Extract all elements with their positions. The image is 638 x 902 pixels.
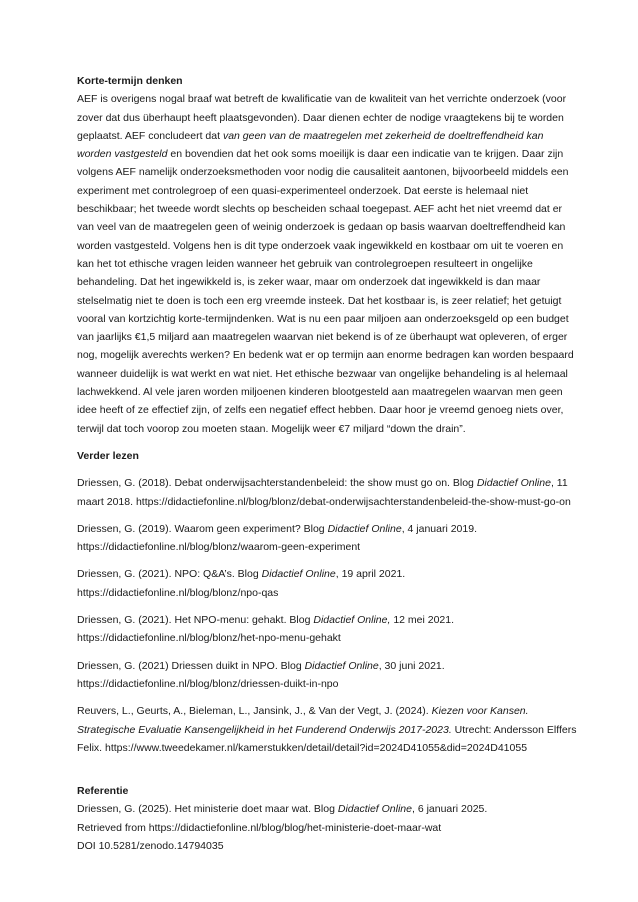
text-run: , 11 maart 2018. https://didactiefonline.nl/blog/blonz/debat-onderwijsachterstandenbeleid-the-show-must-go-on [77,477,571,508]
reference-item [77,611,577,648]
text-run: Reuvers, L., Geurts, A., Bieleman, L., Jansink, J., & Van der Vegt, J. (2024). [77,705,432,718]
text-run: Driessen, G. (2021) Driessen duikt in NPO. Blog [77,659,305,672]
text-run: , 6 januari 2025. [411,803,488,816]
citation-line [77,800,577,818]
section-heading-verder-lezen: Verder lezen [77,449,139,462]
text-run: Driessen, G. (2021). Het NPO-menu: gehakt. Blog [77,614,314,627]
italic-text: Didactief Online [261,568,336,581]
reference-item [77,474,577,511]
reference-item [77,702,577,757]
italic-text: Kiezen voor Kansen. Strategische Evaluatie Kansengelijkheid in het Funderend Onderwijs 2017-2023. [77,705,529,736]
text-run: Driessen, G. (2021). NPO: Q&A’s. Blog [77,568,262,581]
text-run: DOI 10.5281/zenodo.14794035 [77,839,224,852]
reference-list [77,474,577,757]
text-run: , 30 juni 2021. https://didactiefonline.nl/blog/blonz/driessen-duikt-in-npo [77,659,445,690]
citation-line [77,819,577,837]
text-run: , 4 januari 2019. https://didactiefonline.nl/blog/blonz/waarom-geen-experiment [77,522,477,554]
reference-item [77,565,577,602]
reference-item [77,657,577,694]
italic-text: van geen van de maatregelen met zekerheid de doeltreffendheid kan worden vastgesteld [77,129,544,161]
italic-text: Didactief Online [476,477,551,490]
body-paragraph [77,90,577,438]
text-run: Utrecht: Andersson Elffers Felix. https://www.tweedekamer.nl/kamerstukken/detail/detail?id=2024D41055&did=2024D41055 [77,723,577,754]
italic-text: Didactief Online [337,803,412,816]
section-heading-referentie: Referentie [77,785,129,798]
text-run: Driessen, G. (2025). Het ministerie doet maar wat. Blog [77,803,338,816]
citation-line [77,837,577,855]
text-run: , 19 april 2021. https://didactiefonline.nl/blog/blonz/npo-qas [77,568,406,599]
section-heading-korte-termijn: Korte-termijn denken [77,75,183,87]
reference-item [77,520,577,557]
text-run: Driessen, G. (2019). Waarom geen experiment? Blog [77,522,328,535]
text-run: AEF is overigens nogal braaf wat betreft de kwalificatie van de kwaliteit van het verrichte onderzoek (voor zover dat dus überhaupt heeft plaatsgevonden). Daar dienen echter de nodige vraagtekens bij te worden geplaatst. AEF concludeert dat [77,93,567,142]
text-run: Driessen, G. (2018). Debat onderwijsachterstandenbeleid: the show must go on. Blog [77,477,477,490]
text-run: en bovendien dat het ook soms moeilijk is daar een indicatie van te krijgen. Daar zijn volgens AEF namelijk onderzoeksmethoden voor nodig die causaliteit aantonen, bijvoorbeeld middels een experiment met controlegroep of een quasi-experimenteel onderzoek. Dat eerste is helemaal niet beschikbaar; het tweede wordt slechts op bescheiden schaal toegepast. AEF acht het niet vreemd dat er van veel van de maatregelen geen of weinig onderzoek is gedaan op basis waarvan doeltreffendheid kan worden vastgesteld. Volgens hen is dit type onderzoek vaak ingewikkeld en kostbaar om uit te voeren en kan het tot ethische vragen leiden wanneer het gebruik van controlegroepen resulteert in ongelijke behandeling. Dat het ingewikkeld is, is zeker waar, maar om onderzoek dat ingewikkeld is dan maar stelselmatig niet te doen is toch een erg vreemde insteek. Dat het kostbaar is, is zeer relatief; het getuigt vooral van kortzichtig korte-termijndenken. Wat is nu een paar miljoen aan onderzoeksgeld op een budget van jaarlijks €1,5 miljard aan maatregelen waarvan niet bekend is of ze überhaupt wat opleveren, of erger nog, mogelijk averechts werken? En bedenk wat er op termijn aan enorme bedragen kan worden bespaard wanneer duidelijk is wat werkt en wat niet. Het ethische bezwaar van ongelijke behandeling is al helemaal lachwekkend. Al vele jaren worden miljoenen kinderen blootgesteld aan maatregelen waarvan men geen idee heeft of ze effectief zijn, of zelfs een negatief effect hebben. Daar hoor je vreemd genoeg niets over, terwijl dat toch voorop zou moeten staan. Mogelijk weer €7 miljard “down the drain”. [77,148,574,435]
text-run: Retrieved from https://didactiefonline.nl/blog/blog/het-ministerie-doet-maar-wat [77,821,442,834]
italic-text: Didactief Online, [313,614,391,627]
document-page [77,72,577,855]
text-run: 12 mei 2021. https://didactiefonline.nl/blog/blonz/het-npo-menu-gehakt [77,614,455,645]
citation-block [77,800,577,855]
italic-text: Didactief Online [304,659,379,672]
italic-text: Didactief Online [327,522,402,535]
